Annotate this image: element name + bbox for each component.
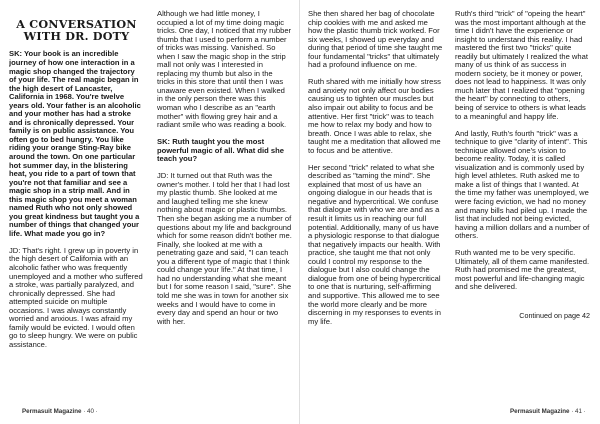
first-trick-paragraph: Ruth shared with me initially how stress and anxiety not only affect our bodies causing us to tighten our muscles but also impair out ability to focus and be attentive. Her first "trick" was to teach me how to relax my body and how to breath. Once I was able to relax, she taught me a meditation that allowed me to focus and be attentive. [308, 77, 441, 155]
column-3 [308, 10, 443, 400]
third-trick-paragraph: Ruth's third "trick" of "opeing the heart" was the most important although at the time I didn't have the experience or insight to understand this reality. I had mastered the first two "tricks" quite readily but ultimately I realized the what many of us think of as success in modern society, be it money or power, does not lead to happiness. It was only much later that I realized that "opening the heart" by connecting to others, being of service to others is what leads to a meaningful and happy life. [455, 10, 588, 121]
right-page [300, 0, 600, 424]
column-1 [9, 10, 144, 400]
question-1: SK: Your book is an incredible journey of how one interaction in a magic shop changed the trajectory of your life. The real magic began in the high desert of Lancaster, California in 1968. You're twelve years old. Your father is an alcoholic and your mother has had a stroke and is chronically depressed. Your family is on public assistance. You often go to bed hungry. You like riding your orange Sting-Ray bike around the town. On one particular hot summer day, in the blistering heat, you ride to a part of town that you're not that familiar and see a magic shop in a strip mall. And in this magic shop you meet a woman named Ruth who not only showed you great kindness but taught you a number of things that changed your life. What made you go in? [9, 49, 141, 238]
answer-2-continued: She then shared her bag of chocolate chip cookies with me and asked me how the plastic thumb trick worked. For six weeks, I showed up everyday and during that period of time she taught me four fundamental "tricks" that ultimately had a profound influence on me. [308, 10, 443, 70]
question-2: SK: Ruth taught you the most powerful magic of all. What did she teach you? [157, 137, 284, 164]
footer-right [510, 408, 586, 415]
footer-right-page-number: · 41 · [571, 408, 586, 415]
column-4 [455, 10, 590, 400]
footer-left-page-number: · 40 · [83, 408, 98, 415]
column-2 [157, 10, 292, 400]
footer-left [22, 408, 98, 415]
footer-left-magazine: Permasuit Magazine [22, 408, 82, 415]
answer-2: JD: It turned out that Ruth was the owner's mother. I told her that I had lost my plastic thumb. She looked at me and laughed telling me she knew nothing about magic or plastic thumbs. Then she began asking me a number of questions about my life and background which for some reason didn't bother me. Finally, she looked at me with a penetrating gaze and said, "I can teach you a different type of magic that I think could change your life." At that time, I had no understanding what she meant but I for some reason I said, "sure". She told me she was in town for another six weeks and I would have to come in every day and spend an hour or two with her. [157, 171, 292, 326]
second-trick-paragraph: Her second "trick" related to what she described as "taming the mind". She explained that most of us have an ongoing dialogue in our heads that is negative and hypercritical. We confuse that dialogue with who we are and as a result it limits us in reaching our full potential. Additionally, many of us have a physiologic response to that dialogue that negatively impacts our health. With practice, she taught me that not only could I control my response to the dialogue but I also could change the dialogue from one of being hypercritical to one that is nurturing, self-affirming and supportive. This allowed me to see the world more clearly and be more discerning in my responses to events in my life. [308, 162, 441, 326]
footer-right-magazine: Permasuit Magazine [510, 408, 570, 415]
answer-1: JD: That's right. I grew up in poverty in the high desert of California with an alcoholic father who was frequently unemployed and a mother who suffered a stroke, was partially paralyzed, and chronically depressed. She had attempted suicide on multiple occasions. I was always constantly worried and anxious. I was afraid my family would be evicted. I would often go to sleep hungry. We were on public assistance. [9, 245, 143, 349]
continued-notice: Continued on page 42 [519, 310, 590, 320]
fourth-trick-paragraph: And lastly, Ruth's fourth "trick" was a technique to give "clarity of intent". This technique allowed one's vision to become reality. Today, it is called visualization and is commonly used by high level athletes. Ruth asked me to make a list of things that I wanted. At the time my father was unemployed, we were facing eviction, we had no money and many bills had piled up. I made the list that included not being evicted, having a million dollars and a number of others. [455, 128, 590, 241]
closing-paragraph: Ruth wanted me to be very specific. Ultimately, all of them came manifested. Ruth had promised me the greatest, most powerful and life-changing magic and she delivered. [455, 248, 590, 292]
answer-1-continued: Although we had little money, I occupied a lot of my time doing magic tricks. One day, I noticed that my rubber thumb that I used to perform a number of tricks was missing. Vanished. So when I saw the magic shop in the strip mall not only was I interested in replacing my thumb but also in the tricks in this store that until then I was unaware even existed. When I walked in the only person there was this woman who I describe as an "earth mother" with flowing grey hair and a radiant smile who was reading a book. [157, 10, 292, 130]
article-headline: A CONVERSATION WITH DR. DOTY [16, 17, 137, 44]
